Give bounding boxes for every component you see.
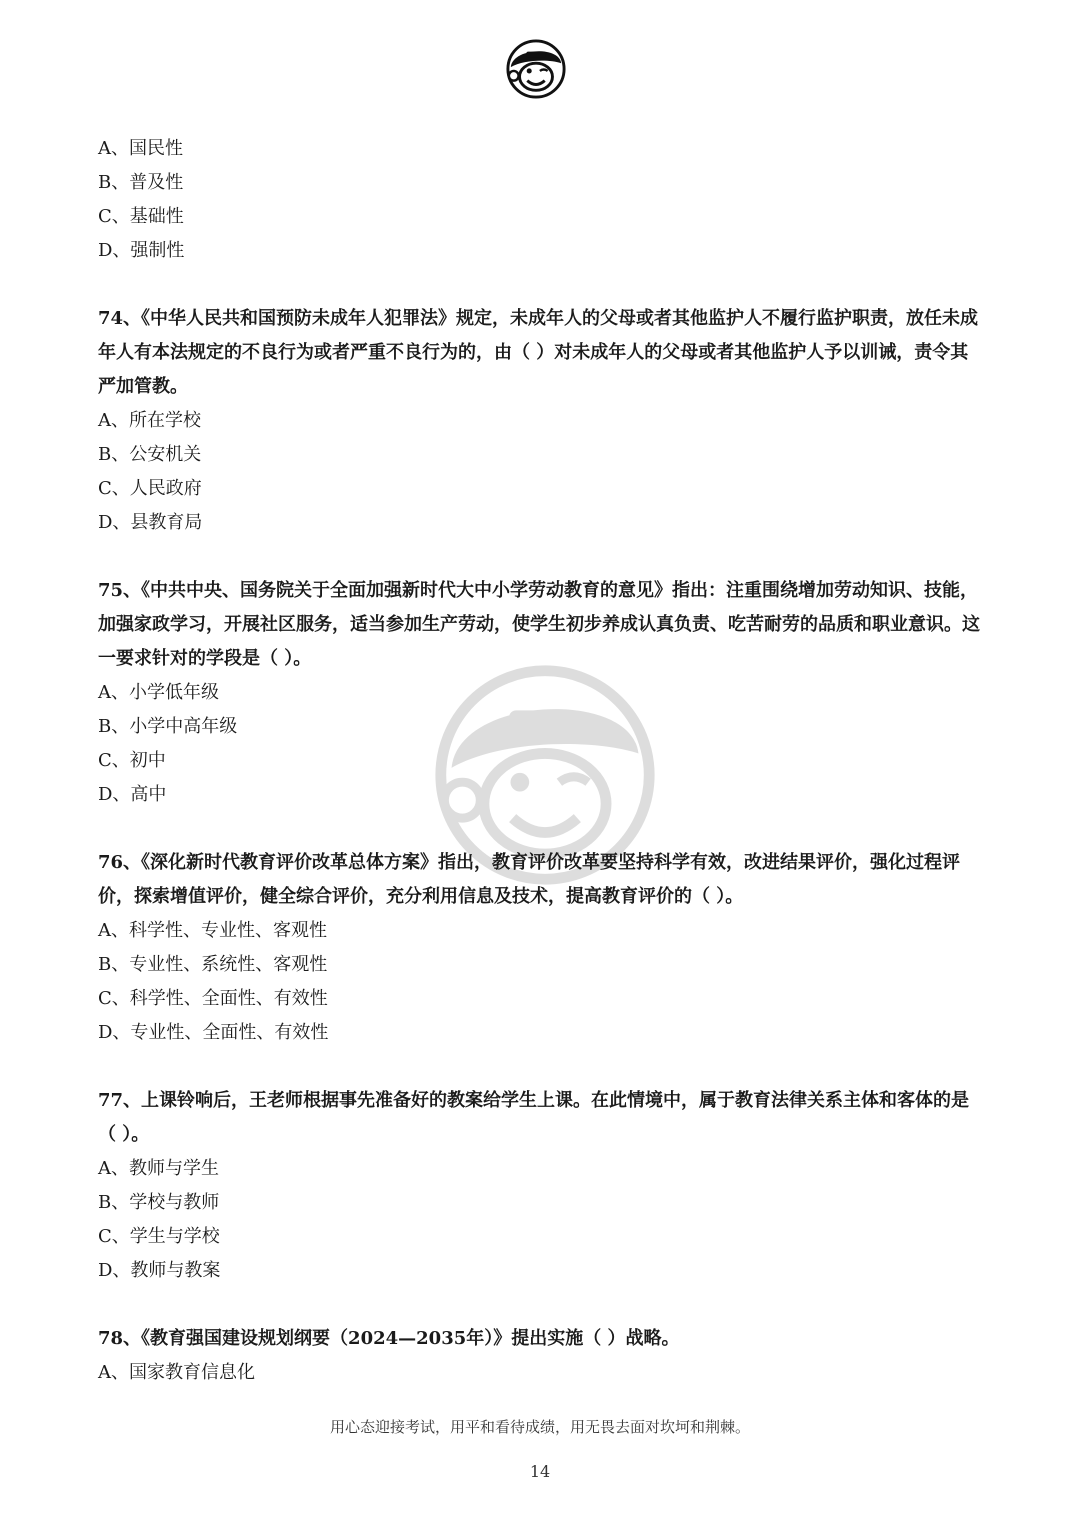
option-c: C、人民政府	[98, 478, 202, 499]
option-b: B、普及性	[98, 172, 184, 193]
option-a: A、小学低年级	[98, 682, 219, 703]
monkey-mascot-icon	[505, 38, 567, 100]
question-text: 78、《教育强国建设规划纲要（2024—2035年）》提出实施（ ）战略。	[98, 1328, 680, 1349]
question-text: 75、《中共中央、国务院关于全面加强新时代大中小学劳动教育的意见》指出：注重围绕增加劳动知识、技能，加强家政学习，开展社区服务，适当参加生产劳动，使学生初步养成认真负责、吃苦耐劳的品质和职业意识。这一要求针对的学段是（ ）。	[98, 580, 980, 669]
page-number: 14	[529, 1462, 551, 1481]
option-b: B、学校与教师	[98, 1192, 220, 1213]
question-text: 76、《深化新时代教育评价改革总体方案》指出，教育评价改革要坚持科学有效，改进结果评价，强化过程评价，探索增值评价，健全综合评价，充分利用信息及技术，提高教育评价的（ ）。	[98, 852, 961, 907]
question-73-continued	[98, 132, 986, 268]
option-d: D、县教育局	[98, 512, 203, 533]
option-b: B、专业性、系统性、客观性	[98, 954, 328, 975]
question-content	[98, 132, 986, 1390]
option-list	[98, 1356, 986, 1390]
question-text: 77、上课铃响后，王老师根据事先准备好的教案给学生上课。在此情境中，属于教育法律关系主体和客体的是（ ）。	[98, 1090, 970, 1145]
question-text: 74、《中华人民共和国预防未成年人犯罪法》规定，未成年人的父母或者其他监护人不履行监护职责，放任未成年人有本法规定的不良行为或者严重不良行为的，由（ ）对未成年人的父母或者其他监护人予以训诫，责令其严加管教。	[98, 308, 979, 397]
option-d: D、高中	[98, 784, 167, 805]
option-b: B、公安机关	[98, 444, 202, 465]
option-d: D、强制性	[98, 240, 185, 261]
question-78	[98, 1322, 986, 1390]
question-76	[98, 846, 986, 1050]
option-c: C、学生与学校	[98, 1226, 220, 1247]
option-a: A、国家教育信息化	[98, 1362, 255, 1383]
question-77	[98, 1084, 986, 1288]
option-c: C、科学性、全面性、有效性	[98, 988, 328, 1009]
option-a: A、科学性、专业性、客观性	[98, 920, 327, 941]
option-b: B、小学中高年级	[98, 716, 238, 737]
footer-motto: 用心态迎接考试，用平和看待成绩，用无畏去面对坎坷和荆棘。	[329, 1418, 750, 1436]
option-a: A、教师与学生	[98, 1158, 219, 1179]
option-c: C、初中	[98, 750, 166, 771]
option-a: A、国民性	[98, 138, 183, 159]
option-list	[98, 404, 986, 540]
option-list	[98, 914, 986, 1050]
question-75	[98, 574, 986, 812]
option-c: C、基础性	[98, 206, 184, 227]
option-list	[98, 132, 986, 268]
option-list	[98, 676, 986, 812]
option-a: A、所在学校	[98, 410, 201, 431]
option-d: D、专业性、全面性、有效性	[98, 1022, 329, 1043]
option-d: D、教师与教案	[98, 1260, 221, 1281]
question-74	[98, 302, 986, 540]
option-list	[98, 1152, 986, 1288]
